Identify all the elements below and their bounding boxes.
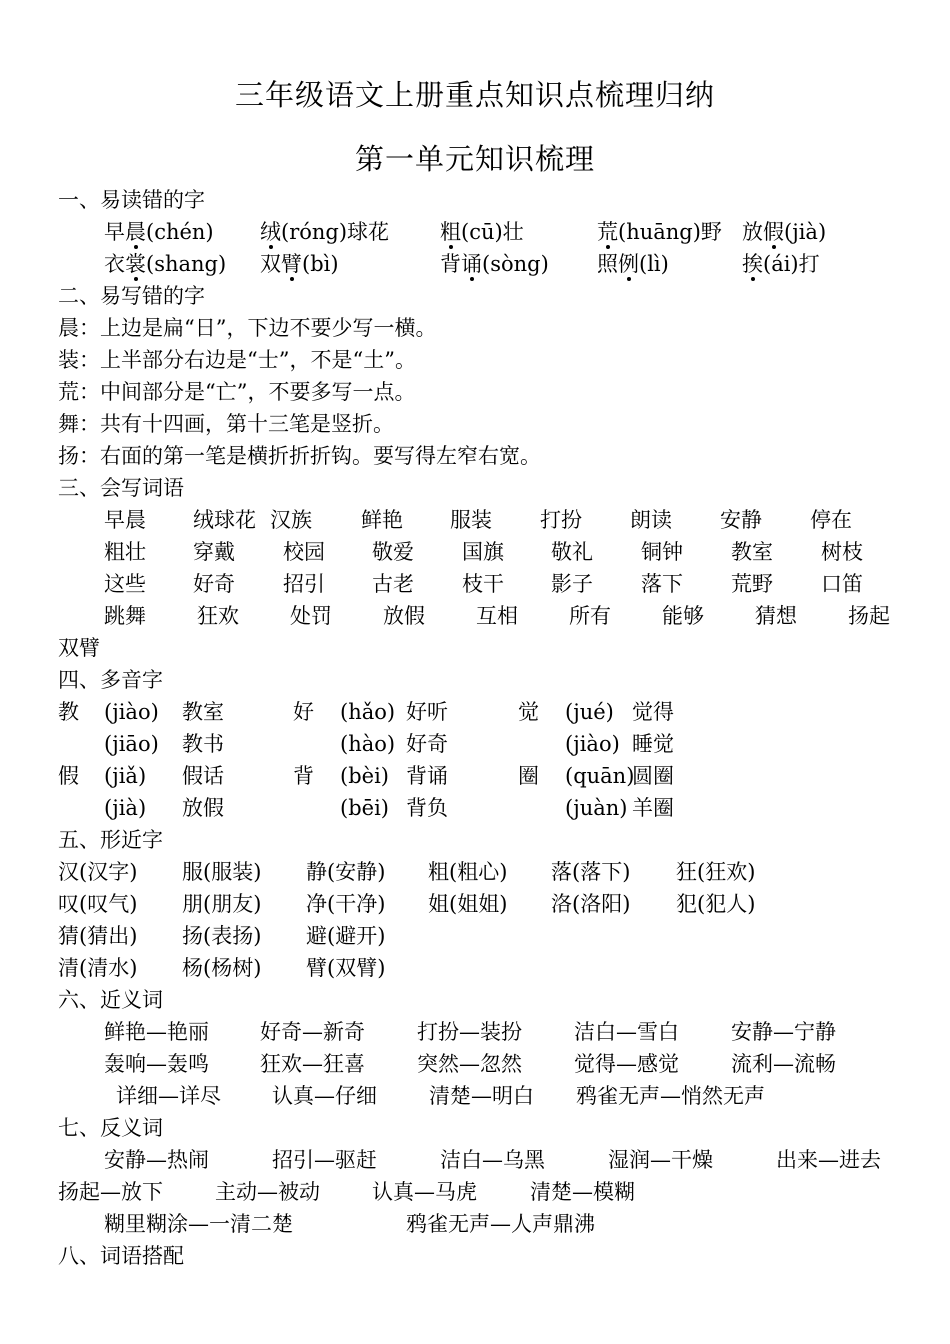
- similar-char-pair: 静(安静): [306, 860, 386, 884]
- synonym-pair: 清楚—明白: [429, 1084, 534, 1108]
- pinyin: (bèi): [340, 764, 389, 788]
- vocab-word: 穿戴: [193, 540, 235, 564]
- vocab-word: 所有: [569, 604, 611, 628]
- polyphone-char: 好: [293, 700, 314, 724]
- misread-item: [440, 218, 524, 246]
- vocab-word: 双臂: [58, 636, 100, 660]
- synonym-pair: 流利—流畅: [731, 1052, 836, 1076]
- pinyin: (jiào): [104, 700, 159, 724]
- emphasized-char: 假: [763, 220, 784, 244]
- misread-item: [597, 218, 722, 246]
- section-heading: 六、近义词: [58, 988, 163, 1012]
- similar-char-pair: 杨(杨树): [182, 956, 262, 980]
- miswritten-note: 装：上半部分右边是“士”，不是“土”。: [58, 348, 416, 372]
- vocab-word: 落下: [641, 572, 683, 596]
- pinyin: (jiǎ): [104, 764, 147, 788]
- vocab-word: 放假: [383, 604, 425, 628]
- pinyin-suffix: (bì): [302, 252, 339, 276]
- miswritten-note: 晨：上边是扁“日”，下边不要少写一横。: [58, 316, 437, 340]
- synonym-pair: 鲜艳—艳丽: [104, 1020, 209, 1044]
- example-word: 觉得: [632, 700, 674, 724]
- vocab-word: 树枝: [821, 540, 863, 564]
- vocab-word: 安静: [720, 508, 762, 532]
- antonym-pair: 扬起—放下: [58, 1180, 163, 1204]
- pinyin-suffix: (shang): [146, 252, 227, 276]
- antonym-pair: 出来—进去: [776, 1148, 881, 1172]
- emphasized-char: 粗: [440, 220, 461, 244]
- vocab-word: 汉族: [270, 508, 312, 532]
- word-prefix: 衣: [104, 252, 125, 276]
- emphasized-char: 荒: [597, 220, 618, 244]
- vocab-word: 朗读: [630, 508, 672, 532]
- emphasized-char: 诵: [461, 252, 482, 276]
- misread-item: [104, 218, 214, 246]
- antonym-pair: 糊里糊涂—一清二楚: [104, 1212, 293, 1236]
- pinyin: (jià): [104, 796, 147, 820]
- polyphone-char: 觉: [518, 700, 539, 724]
- vocab-word: 猜想: [755, 604, 797, 628]
- vocab-word: 能够: [662, 604, 704, 628]
- word-prefix: 照: [597, 252, 618, 276]
- similar-char-pair: 臂(双臂): [306, 956, 386, 980]
- section-heading: 五、形近字: [58, 828, 163, 852]
- emphasized-char: 挨: [742, 252, 763, 276]
- pinyin-suffix: (chén): [146, 220, 214, 244]
- emphasized-char: 例: [618, 252, 639, 276]
- vocab-word: 口笛: [821, 572, 863, 596]
- vocab-word: 互相: [476, 604, 518, 628]
- similar-char-pair: 落(落下): [551, 860, 631, 884]
- vocab-word: 处罚: [290, 604, 332, 628]
- misread-item: [742, 218, 826, 246]
- similar-char-pair: 叹(叹气): [58, 892, 138, 916]
- similar-char-pair: 洛(洛阳): [551, 892, 631, 916]
- polyphone-char: 背: [293, 764, 314, 788]
- emphasized-char: 晨: [125, 220, 146, 244]
- antonym-pair: 湿润—干燥: [608, 1148, 713, 1172]
- vocab-word: 打扮: [540, 508, 582, 532]
- similar-char-pair: 净(干净): [306, 892, 386, 916]
- vocab-word: 粗壮: [104, 540, 146, 564]
- pinyin-suffix: (huāng)野: [618, 220, 722, 244]
- synonym-pair: 安静—宁静: [731, 1020, 836, 1044]
- word-prefix: 放: [742, 220, 763, 244]
- vocab-word: 招引: [283, 572, 325, 596]
- similar-char-pair: 扬(表扬): [182, 924, 262, 948]
- vocab-word: 停在: [810, 508, 852, 532]
- antonym-pair: 清楚—模糊: [530, 1180, 635, 1204]
- pinyin-suffix: (jià): [784, 220, 827, 244]
- vocab-word: 好奇: [193, 572, 235, 596]
- vocab-word: 绒球花: [193, 508, 256, 532]
- example-word: 睡觉: [632, 732, 674, 756]
- pinyin-suffix: (sòng): [482, 252, 549, 276]
- misread-item: [742, 250, 820, 278]
- example-word: 好听: [406, 700, 448, 724]
- misread-item: [104, 250, 226, 278]
- miswritten-note: 荒：中间部分是“亡”，不要多写一点。: [58, 380, 416, 404]
- example-word: 教室: [182, 700, 224, 724]
- similar-char-pair: 猜(猜出): [58, 924, 138, 948]
- section-heading: 八、词语搭配: [58, 1244, 184, 1268]
- synonym-pair: 狂欢—狂喜: [260, 1052, 365, 1076]
- vocab-word: 教室: [731, 540, 773, 564]
- vocab-word: 铜钟: [641, 540, 683, 564]
- vocab-word: 校园: [283, 540, 325, 564]
- polyphone-char: 教: [58, 700, 79, 724]
- synonym-pair: 轰响—轰鸣: [104, 1052, 209, 1076]
- antonym-pair: 主动—被动: [215, 1180, 320, 1204]
- vocab-word: 敬礼: [551, 540, 593, 564]
- pinyin-suffix: (róng)球花: [281, 220, 390, 244]
- misread-item: [260, 218, 389, 246]
- misread-item: [597, 250, 669, 278]
- page-subtitle: 第一单元知识梳理: [354, 142, 595, 176]
- miswritten-note: 扬：右面的第一笔是横折折折钩。要写得左窄右宽。: [58, 444, 541, 468]
- vocab-word: 早晨: [104, 508, 146, 532]
- similar-char-pair: 狂(狂欢): [676, 860, 756, 884]
- pinyin: (juàn): [565, 796, 628, 820]
- example-word: 背负: [406, 796, 448, 820]
- section-heading: 三、会写词语: [58, 476, 184, 500]
- vocab-word: 狂欢: [197, 604, 239, 628]
- vocab-word: 枝干: [462, 572, 504, 596]
- vocab-word: 服装: [450, 508, 492, 532]
- emphasized-char: 臂: [281, 252, 302, 276]
- pinyin: (bēi): [340, 796, 389, 820]
- vocab-word: 扬起: [848, 604, 890, 628]
- similar-char-pair: 犯(犯人): [676, 892, 756, 916]
- vocab-word: 古老: [372, 572, 414, 596]
- antonym-pair: 鸦雀无声—人声鼎沸: [406, 1212, 595, 1236]
- example-word: 背诵: [406, 764, 448, 788]
- section-heading: 二、易写错的字: [58, 284, 205, 308]
- section-heading: 七、反义词: [58, 1116, 163, 1140]
- example-word: 好奇: [406, 732, 448, 756]
- vocab-word: 敬爱: [372, 540, 414, 564]
- polyphone-char: 假: [58, 764, 79, 788]
- example-word: 羊圈: [632, 796, 674, 820]
- similar-char-pair: 汉(汉字): [58, 860, 138, 884]
- pinyin: (hào): [340, 732, 396, 756]
- pinyin-suffix: (ái)打: [763, 252, 820, 276]
- synonym-pair: 好奇—新奇: [260, 1020, 365, 1044]
- antonym-pair: 认真—马虎: [372, 1180, 477, 1204]
- emphasized-char: 裳: [125, 252, 146, 276]
- page-title: 三年级语文上册重点知识点梳理归纳: [234, 78, 715, 112]
- misread-item: [440, 250, 549, 278]
- synonym-pair: 突然—忽然: [417, 1052, 522, 1076]
- section-heading: 四、多音字: [58, 668, 163, 692]
- similar-char-pair: 清(清水): [58, 956, 138, 980]
- synonym-pair: 认真—仔细: [272, 1084, 377, 1108]
- pinyin-suffix: (lì): [639, 252, 669, 276]
- vocab-word: 这些: [104, 572, 146, 596]
- synonym-pair: 洁白—雪白: [574, 1020, 679, 1044]
- example-word: 假话: [182, 764, 224, 788]
- synonym-pair: 觉得—感觉: [574, 1052, 679, 1076]
- similar-char-pair: 姐(姐姐): [428, 892, 508, 916]
- example-word: 圆圈: [632, 764, 674, 788]
- vocab-word: 荒野: [731, 572, 773, 596]
- pinyin: (jué): [565, 700, 614, 724]
- pinyin: (jiāo): [104, 732, 159, 756]
- vocab-word: 国旗: [462, 540, 504, 564]
- vocab-word: 影子: [551, 572, 593, 596]
- word-prefix: 早: [104, 220, 125, 244]
- pinyin: (hǎo): [340, 700, 396, 724]
- synonym-pair: 打扮—装扮: [417, 1020, 522, 1044]
- example-word: 教书: [182, 732, 224, 756]
- miswritten-note: 舞：共有十四画，第十三笔是竖折。: [58, 412, 394, 436]
- pinyin: (quān): [565, 764, 635, 788]
- similar-char-pair: 粗(粗心): [428, 860, 508, 884]
- antonym-pair: 招引—驱赶: [272, 1148, 377, 1172]
- word-prefix: 双: [260, 252, 281, 276]
- pinyin-suffix: (cū)壮: [461, 220, 524, 244]
- section-heading: 一、易读错的字: [58, 188, 205, 212]
- polyphone-char: 圈: [518, 764, 539, 788]
- similar-char-pair: 朋(朋友): [182, 892, 262, 916]
- misread-item: [260, 250, 339, 278]
- similar-char-pair: 避(避开): [306, 924, 386, 948]
- pinyin: (jiào): [565, 732, 620, 756]
- example-word: 放假: [182, 796, 224, 820]
- antonym-pair: 洁白—乌黑: [440, 1148, 545, 1172]
- antonym-pair: 安静—热闹: [104, 1148, 209, 1172]
- similar-char-pair: 服(服装): [182, 860, 262, 884]
- synonym-pair: 详细—详尽: [116, 1084, 221, 1108]
- word-prefix: 背: [440, 252, 461, 276]
- synonym-pair: 鸦雀无声—悄然无声: [576, 1084, 765, 1108]
- vocab-word: 鲜艳: [361, 508, 403, 532]
- vocab-word: 跳舞: [104, 604, 146, 628]
- emphasized-char: 绒: [260, 220, 281, 244]
